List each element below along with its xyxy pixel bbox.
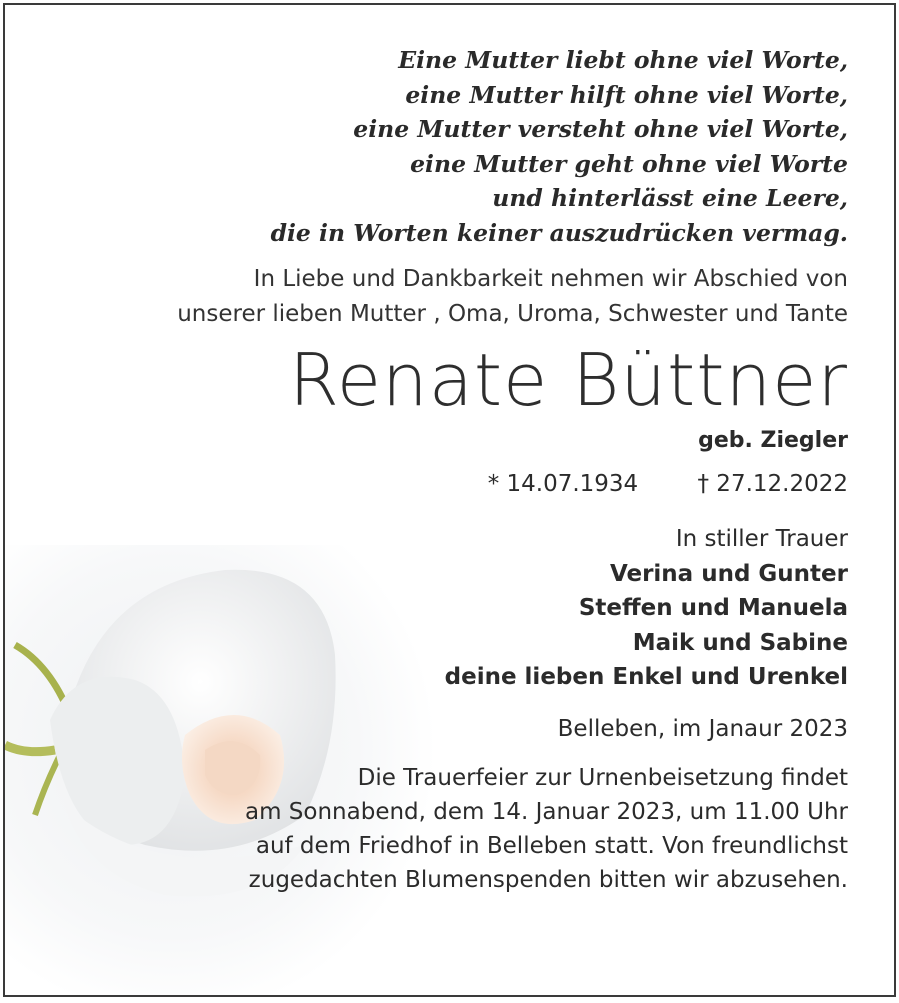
mourner-name: Steffen und Manuela bbox=[578, 595, 848, 621]
deceased-name: Renate Büttner bbox=[288, 338, 848, 422]
funeral-line: am Sonnabend, dem 14. Januar 2023, um 11.00 Uhr bbox=[245, 798, 848, 825]
funeral-line: auf dem Friedhof in Belleben statt. Von freundlichst bbox=[255, 832, 848, 859]
place-and-date: Belleben, im Janaur 2023 bbox=[557, 715, 848, 742]
funeral-line: Die Trauerfeier zur Urnenbeisetzung findet bbox=[357, 764, 848, 791]
mourner-name: Maik und Sabine bbox=[632, 629, 848, 656]
obituary-notice bbox=[3, 3, 896, 997]
intro-line: In Liebe und Dankbarkeit nehmen wir Abschied von bbox=[253, 266, 848, 292]
poem-line: eine Mutter versteht ohne viel Worte, bbox=[353, 115, 848, 143]
mourner-name: deine lieben Enkel und Urenkel bbox=[444, 664, 848, 690]
notice-text bbox=[48, 43, 848, 897]
mourner-name: Verina und Gunter bbox=[609, 560, 848, 587]
death-date: † 27.12.2022 bbox=[697, 471, 848, 497]
poem-line: Eine Mutter liebt ohne viel Worte, bbox=[398, 46, 848, 74]
funeral-info bbox=[48, 761, 848, 897]
poem bbox=[48, 43, 848, 250]
poem-line: eine Mutter hilft ohne viel Worte, bbox=[405, 80, 848, 109]
intro-line: unserer lieben Mutter , Oma, Uroma, Schwester und Tante bbox=[177, 301, 848, 327]
poem-line: und hinterlässt eine Leere, bbox=[492, 184, 848, 212]
maiden-name: geb. Ziegler bbox=[698, 428, 848, 453]
poem-line: die in Worten keiner auszudrücken vermag. bbox=[270, 218, 848, 247]
birth-date: * 14.07.1934 bbox=[487, 471, 639, 497]
mourners-heading: In stiller Trauer bbox=[675, 526, 848, 552]
poem-line: eine Mutter geht ohne viel Worte bbox=[410, 149, 848, 178]
funeral-line: zugedachten Blumenspenden bitten wir abzusehen. bbox=[248, 866, 848, 893]
intro-text bbox=[48, 262, 848, 332]
mourners bbox=[48, 522, 848, 695]
life-dates bbox=[48, 468, 848, 500]
